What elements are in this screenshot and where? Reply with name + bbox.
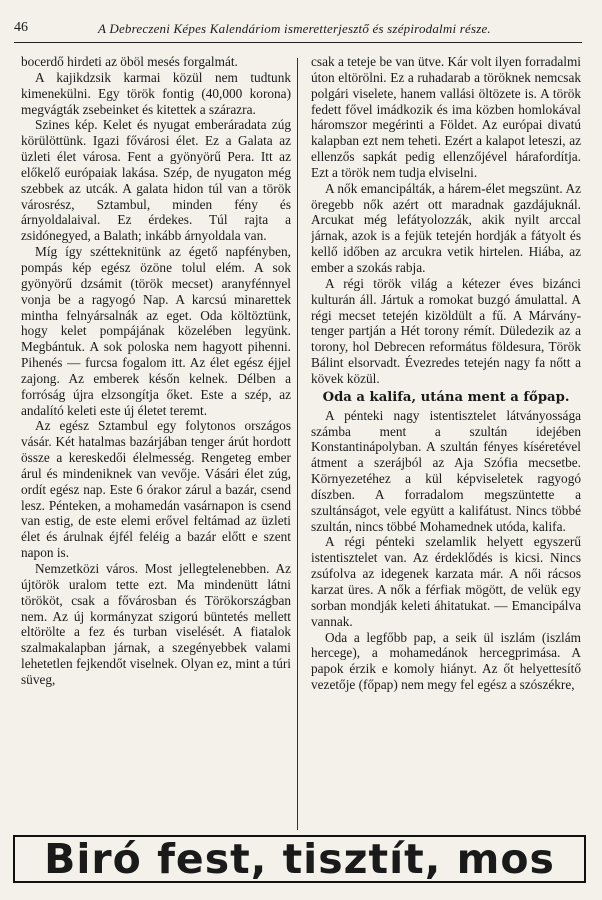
paragraph: Az egész Sztambul egy folytonos országos vásár. Két hatalmas bazárjában tenger árút hordott össze a kereskedői élelmesség. Rengeteg ember árul és mindeniknek van vevője. Vásári élet zúg, ordít egész nap. Este 6 órakor zárul a bazár, csend lesz. Pénteken, a mohamedán vasárnapon is csend van estig, de este elemi erővel feltámad az üzleti élet és árulnak éjfél feléig a bazár előtt e szent napon is. [21,418,291,561]
running-head: A Debreczeni Képes Kalendáriom ismeretterjesztő és szépirodalmi része. [98,21,491,36]
paragraph: Míg így szétteknitünk az égető napfényben, pompás kép egész özöne tolul elém. A sok gyönyörű dzsámit (török mecset) aranyfénnyel vonja be a ragyogó Nap. A karcsú minarettek mintha felnyársalnák az eget. Oda költöztünk, hogy kelet pompájának közelében legyünk. Megbántuk. A sok poloska nem hagyott pihenni. Pihenés — furcsa fogalom itt. Az élet egész éjjel zajong. Az emberek későn kelnek. Délben a forróság újra elzsongítja őket. Este a szép, az andalító keleti este új életet teremt. [21,244,291,418]
page-number: 46 [14,20,28,35]
paragraph: A kajikdzsik karmai közül nem tudtunk kimenekülni. Egy török fontig (40,000 korona) megvágták zsebeinket és kitettek a szárazra. [21,69,291,117]
paragraph: A nők emancipálták, a hárem-élet megszünt. Az öregebb nők azért ott maradnak gazdájuknál. Arcukat még lefátyolozzák, akik nyilt arccal járnak, azok is a fejük tetején hordják a fátyolt és kellő időben az arcukra vetik hirtelen. Hiába, az ember a szokás rabja. [311,180,581,275]
paragraph: bocerdő hirdeti az öböl mesés forgalmát. [21,54,238,69]
page-header [14,18,582,43]
paragraph: Oda a legfőbb pap, a seik ül iszlám (iszlám hercege), a mohamedánok hercegprimása. A papok érzik e komoly hiányt. Az őt helyettesítő vezetője (főpap) nem megy fel egész a szószékre, [311,629,581,693]
paragraph: A pénteki nagy istentisztelet látványossága számba ment a szultán idejében Konstantinápolyban. A szultán fényes kíséretével átment a szerájból az Aja Szófia mecsetbe. Környezetéhez a kül képviseletek ragyogó díszben. A forradalom megszüntette a szultánságot, vele együtt a kalifátust. Nincs többé szultán, nincs többé Mohamednek utóda, kalifa. [311,407,581,534]
advertisement-text: Biró fest, tisztít, mos [44,835,555,883]
paragraph: Nemzetközi város. Most jellegtelenebben. Az újtörök uralom tette ezt. Ma mindenütt látni törököt, csak a fővárosban és Törökországban nem. Az új kormányzat szigorú büntetés mellett eltörölte a fez és turban viselését. A fiatalok szalmakalapban járnak, a szegényebbek valami lehetetlen fejkendőt viselnek. Olyan ez, mint a túri süveg, [21,561,291,687]
paragraph: csak a teteje be van ütve. Kár volt ilyen forradalmi úton eltörölni. Ez a ruhadarab a töröknek nemcsak polgári viselete, hanem vallási öltözete is. A török fedett fővel imádkozik és ima közben homlokával háromszor megérinti a Földet. Az európai divatú kalapban ezt nem teheti. Ezért a kalapot leteszi, az ellenzős sapkát pedig ellenzőjével hárafordítja. Ezt a török nem tudja elviselni. [311,54,581,180]
advertisement-box [13,835,586,883]
section-title: Oda a kalifa, utána ment a főpap. [322,389,570,405]
paragraph: A régi pénteki szelamlik helyett egyszerű istentisztelet van. Az érdeklődés is kicsi. Nincs zsúfolva az idegenek karzata már. A női rácsos karzat üres. A nők a férfiak mögött, de velük egy sorban mondják keleti áhitatukat. — Emancipálva vannak. [311,534,581,629]
column-divider [297,58,298,830]
left-column [21,54,291,824]
right-column [311,54,581,824]
paragraph: Szines kép. Kelet és nyugat emberáradata zúg körülöttünk. Igazi fővárosi élet. Ez a Galata az üzleti élet városa. Fent a gyönyörű Pera. Itt az előkelő európaiak lakása. Szép, de nyugaton még szebbek az utcák. A galata hidon túl van a török városrész, Sztambul, minden fény és árnyoldalaival. Ez érdekes. Túl rajta a zsidónegyed, a Balath; inkább árnyoldala van. [21,117,291,244]
paragraph: A régi török világ a kétezer éves bizánci kulturán áll. Jártuk a romokat buzgó ámulattal. A régi mecset tetején kizöldült a fű. A Márvány-tenger partján a Hét torony rémít. Düledezik az a torony, hol Debrecen református földesura, Török Bálint elsorvadt. Évezredes tetején nagy fa nőtt a kövek közül. [311,275,581,386]
